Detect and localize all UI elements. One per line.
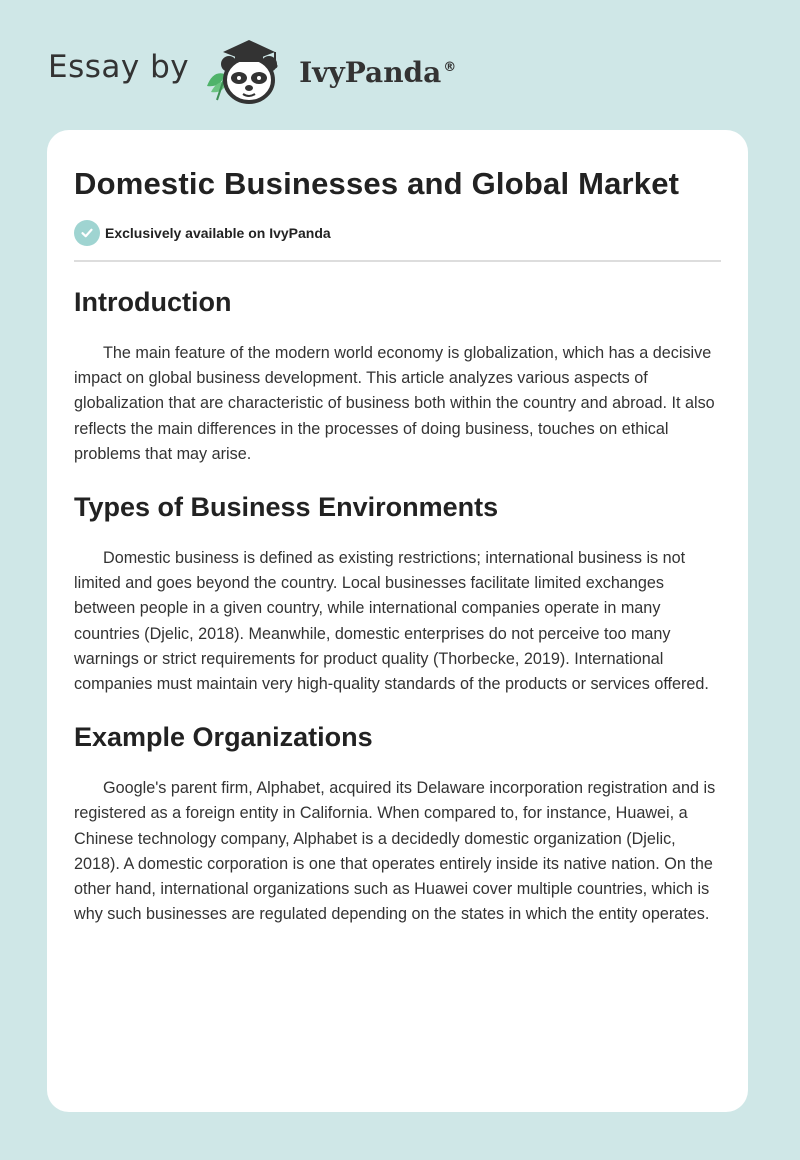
panda-graduate-icon[interactable]: [203, 30, 295, 110]
essay-card: [47, 130, 748, 1112]
section-heading: Introduction: [74, 287, 232, 317]
brand-prefix: Essay by: [48, 49, 190, 85]
section-heading: Example Organizations: [74, 722, 373, 753]
section-heading: Types of Business Environments: [74, 492, 499, 523]
section-introduction: [74, 285, 721, 467]
section-types-of-business-environments: [74, 490, 721, 697]
exclusive-badge: [74, 220, 721, 262]
section-paragraph: The main feature of the modern world economy is globalization, which has a decisive impact on global business development. This article analyzes various aspects of globalization that are characteristic of business both within the country and abroad. It also reflects the main differences in the processes of doing business, touches on ethical problems that may arise.: [74, 344, 715, 463]
brand-name[interactable]: [299, 56, 456, 89]
check-icon: [74, 220, 100, 246]
site-header: [48, 30, 456, 110]
brand-name-text[interactable]: IvyPanda: [299, 55, 442, 89]
badge-text: Exclusively available on IvyPanda: [105, 225, 331, 241]
section-paragraph: Google's parent firm, Alphabet, acquired its Delaware incorporation registration and is registered as a foreign entity in California. When compared to, for instance, Huawei, a Chinese technology company, Alphabet is a decidedly domestic organization (Djelic, 2018). A domestic corporation is one that operates entirely inside its native nation. On the other hand, international organizations such as Huawei cover multiple countries, which is why such businesses are regulated depending on the states in which the entity operates.: [74, 779, 716, 924]
page-title: Domestic Businesses and Global Market: [74, 166, 680, 201]
section-paragraph: Domestic business is defined as existing restrictions; international business is not limited and goes beyond the country. Local businesses facilitate limited exchanges between people in a given country, while international companies operate in many countries (Djelic, 2018). Meanwhile, domestic enterprises do not perceive too many warnings or strict requirements for product quality (Thorbecke, 2019). International companies must maintain very high-quality standards of the products or services offered.: [74, 549, 709, 694]
section-example-organizations: [74, 720, 721, 927]
registered-mark: ®: [443, 60, 457, 76]
